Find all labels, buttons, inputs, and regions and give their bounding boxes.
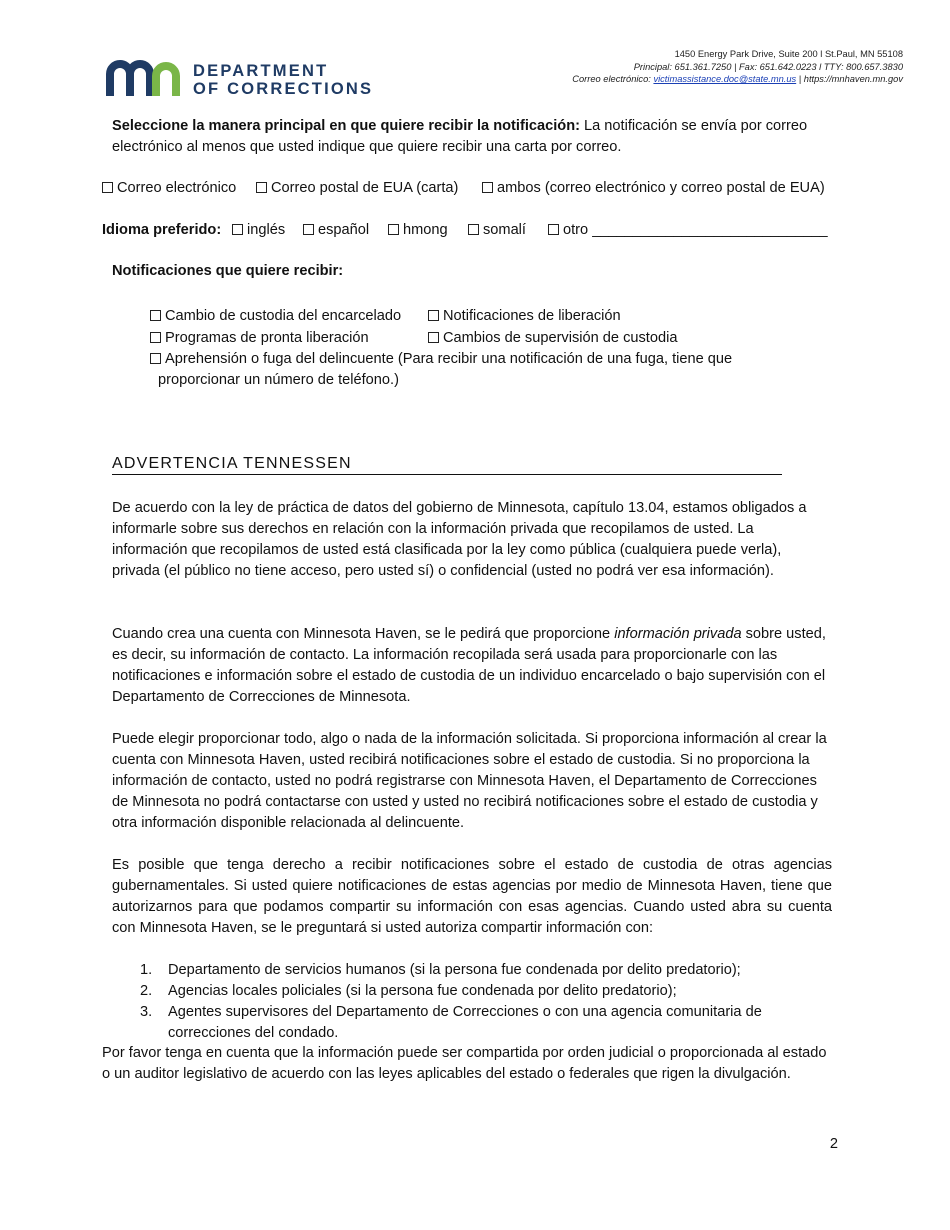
address: 1450 Energy Park Drive, Suite 200 l St.Paul, MN 55108 xyxy=(674,49,903,59)
language-option-english[interactable]: inglés xyxy=(232,220,285,240)
checkbox-icon[interactable] xyxy=(256,182,267,193)
delivery-instructions xyxy=(112,116,842,158)
org-name-line2: OF CORRECTIONS xyxy=(193,80,374,98)
org-name-line1: DEPARTMENT xyxy=(193,62,329,80)
list-item: 2. Agencias locales policiales (si la persona fue condenada por delito predatorio); xyxy=(140,983,677,999)
notification-option-apprehension-escape[interactable]: Aprehensión o fuga del delincuente (Para recibir una notificación de una fuga, tiene que xyxy=(150,349,732,369)
list-item: 1. Departamento de servicios humanos (si la persona fue condenada por delito predatorio); xyxy=(140,962,741,978)
delivery-options xyxy=(102,178,852,198)
language-option-other[interactable]: otro _____________________________ xyxy=(548,220,828,240)
language-option-spanish[interactable]: español xyxy=(303,220,369,240)
notification-row-3 xyxy=(150,349,850,391)
mn-logo-icon xyxy=(106,60,186,98)
checkbox-icon[interactable] xyxy=(388,224,399,235)
email-label: Correo electrónico: xyxy=(572,74,654,84)
delivery-option-email[interactable]: Correo electrónico xyxy=(102,178,236,198)
page-number: 2 xyxy=(829,1136,838,1152)
authorization-list xyxy=(140,960,840,1044)
notification-option-supervision-change[interactable]: Cambios de supervisión de custodia xyxy=(428,328,677,348)
paragraph-4: Es posible que tenga derecho a recibir notificaciones sobre el estado de custodia de otras agencias gubernamentales. Si usted quiere notificaciones de estas agencias por medio de Minnesota Haven, tiene que autorizarnos para que podamos compartir su información con esas agencias. Cuando usted abra su cuenta con Minnesota Haven, se le preguntará si usted autoriza compartir información con: xyxy=(112,857,832,936)
paragraph-2: Cuando crea una cuenta con Minnesota Haven, se le pedirá que proporcione información privada sobre usted, es decir, su información de contacto. La información recopilada será usada para proporcionarle con las notificaciones e información sobre el estado de custodia de un individuo encarcelado o bajo supervisión con el Departamento de Correcciones de Minnesota. xyxy=(112,626,826,705)
checkbox-icon[interactable] xyxy=(428,332,439,343)
checkbox-icon[interactable] xyxy=(428,310,439,321)
paragraph-3: Puede elegir proporcionar todo, algo o nada de la información solicitada. Si proporciona información al crear la cuenta con Minnesota Haven, usted recibirá notificaciones sobre el estado de custodia. Si no proporciona la información de contacto, usted no podrá registrarse con Minnesota Haven, el Departamento de Correcciones de Minnesota no podrá contactarse con usted y usted no recibirá notificaciones sobre el estado de custodia y otra información disponible relacionada al delincuente. xyxy=(112,731,827,831)
checkbox-icon[interactable] xyxy=(303,224,314,235)
emphasis-private-info: información privada xyxy=(614,626,742,642)
notification-option-escape-cont: proporcionar un número de teléfono.) xyxy=(158,372,399,388)
notification-option-release[interactable]: Notificaciones de liberación xyxy=(428,306,621,326)
notification-row-1 xyxy=(150,306,850,326)
checkbox-icon[interactable] xyxy=(150,353,161,364)
paragraph-1: De acuerdo con la ley de práctica de datos del gobierno de Minnesota, capítulo 13.04, estamos obligados a informarle sobre sus derechos en relación con la información privada que recopilamos de usted. La información que recopilamos de usted está clasificada por la ley como pública (cualquiera puede verla), privada (el público no tiene acceso, pero usted sí) o confidencial (usted no podrá ver esa información). xyxy=(112,500,807,579)
list-item: 3. Agentes supervisores del Departamento de Correcciones o con una agencia comunitaria de correcciones del condado. xyxy=(140,1004,762,1041)
checkbox-icon[interactable] xyxy=(150,332,161,343)
language-label: Idioma preferido: xyxy=(102,222,222,238)
checkbox-icon[interactable] xyxy=(468,224,479,235)
checkbox-icon[interactable] xyxy=(548,224,559,235)
checkbox-icon[interactable] xyxy=(150,310,161,321)
checkbox-icon[interactable] xyxy=(102,182,113,193)
language-row xyxy=(102,220,862,240)
language-option-somali[interactable]: somalí xyxy=(468,220,526,240)
paragraph-5: Por favor tenga en cuenta que la información puede ser compartida por orden judicial o proporcionada al estado o un auditor legislativo de acuerdo con las leyes aplicables del estado o federales que rigen la divulgación. xyxy=(102,1045,827,1082)
org-name xyxy=(193,62,373,98)
phone-numbers: Principal: 651.361.7250 | Fax: 651.642.0223 l TTY: 800.657.3830 xyxy=(633,61,903,72)
email-link[interactable]: victimassistance.doc@state.mn.us xyxy=(653,74,797,84)
website: | https://mnhaven.mn.gov xyxy=(796,74,903,84)
checkbox-icon[interactable] xyxy=(482,182,493,193)
notifications-label: Notificaciones que quiere recibir: xyxy=(112,263,344,279)
section-heading: ADVERTENCIA TENNESSEN xyxy=(112,454,782,475)
notification-row-2 xyxy=(150,328,850,348)
contact-block xyxy=(572,48,903,86)
delivery-option-mail[interactable]: Correo postal de EUA (carta) xyxy=(256,178,458,198)
notification-option-early-release[interactable]: Programas de pronta liberación xyxy=(150,328,369,348)
checkbox-icon[interactable] xyxy=(232,224,243,235)
language-option-hmong[interactable]: hmong xyxy=(388,220,448,240)
notification-option-custody-change[interactable]: Cambio de custodia del encarcelado xyxy=(150,306,401,326)
delivery-text-1: La notificación se envía por correo xyxy=(579,118,808,134)
delivery-label: Seleccione la manera principal en que quiere recibir la notificación: xyxy=(112,118,580,134)
delivery-option-both[interactable]: ambos (correo electrónico y correo postal de EUA) xyxy=(482,178,825,198)
delivery-text-2: electrónico al menos que usted indique que quiere recibir una carta por correo. xyxy=(112,139,622,155)
